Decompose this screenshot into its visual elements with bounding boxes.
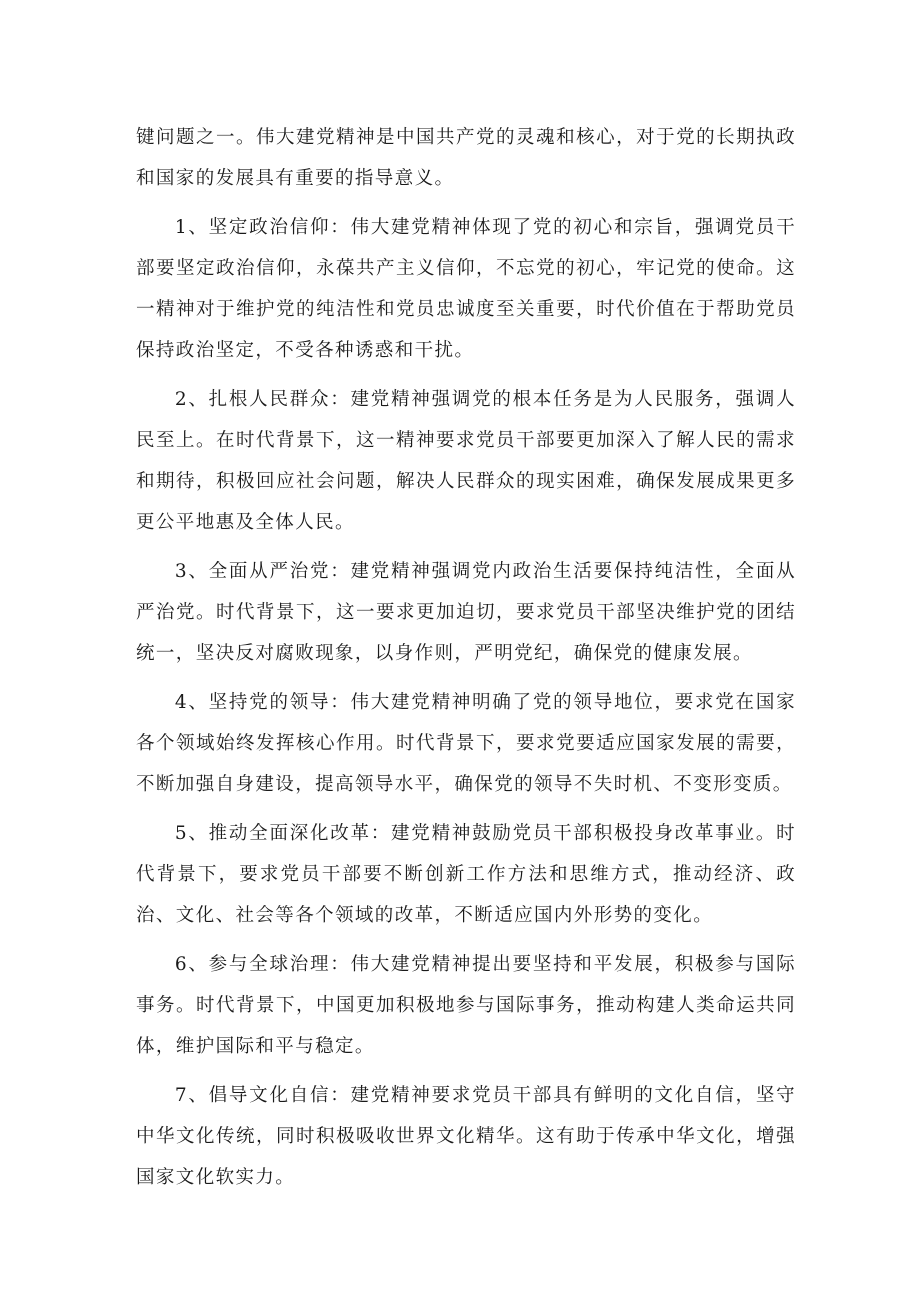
paragraph-point-1: 1、坚定政治信仰：伟大建党精神体现了党的初心和宗旨，强调党员干部要坚定政治信仰，永葆共产主义信仰，不忘党的初心，牢记党的使命。这一精神对于维护党的纯洁性和党员忠诚度至关重要，时代价值在于帮助党员保持政治坚定，不受各种诱惑和干扰。 (136, 217, 796, 361)
paragraph-point-6: 6、参与全球治理：伟大建党精神提出要坚持和平发展，积极参与国际事务。时代背景下，中国更加积极地参与国际事务，推动构建人类命运共同体，维护国际和平与稳定。 (136, 954, 796, 1057)
paragraph-intro-continuation: 键问题之一。伟大建党精神是中国共产党的灵魂和核心，对于党的长期执政和国家的发展具有重要的指导意义。 (136, 127, 796, 189)
paragraph-point-7: 7、倡导文化自信：建党精神要求党员干部具有鲜明的文化自信，坚守中华文化传统，同时积极吸收世界文化精华。这有助于传承中华文化，增强国家文化软实力。 (136, 1085, 796, 1188)
paragraph-point-2: 2、扎根人民群众：建党精神强调党的根本任务是为人民服务，强调人民至上。在时代背景下，这一精神要求党员干部要更加深入了解人民的需求和期待，积极回应社会问题，解决人民群众的现实困难，确保发展成果更多更公平地惠及全体人民。 (136, 389, 796, 533)
paragraph-point-5: 5、推动全面深化改革：建党精神鼓励党员干部积极投身改革事业。时代背景下，要求党员干部要不断创新工作方法和思维方式，推动经济、政治、文化、社会等各个领域的改革，不断适应国内外形势的变化。 (136, 823, 796, 926)
document-body (136, 117, 796, 1206)
paragraph-point-3: 3、全面从严治党：建党精神强调党内政治生活要保持纯洁性，全面从严治党。时代背景下，这一要求更加迫切，要求党员干部坚决维护党的团结统一，坚决反对腐败现象，以身作则，严明党纪，确保党的健康发展。 (136, 561, 796, 664)
paragraph-point-4: 4、坚持党的领导：伟大建党精神明确了党的领导地位，要求党在国家各个领域始终发挥核心作用。时代背景下，要求党要适应国家发展的需要，不断加强自身建设，提高领导水平，确保党的领导不失时机、不变形变质。 (136, 692, 796, 795)
